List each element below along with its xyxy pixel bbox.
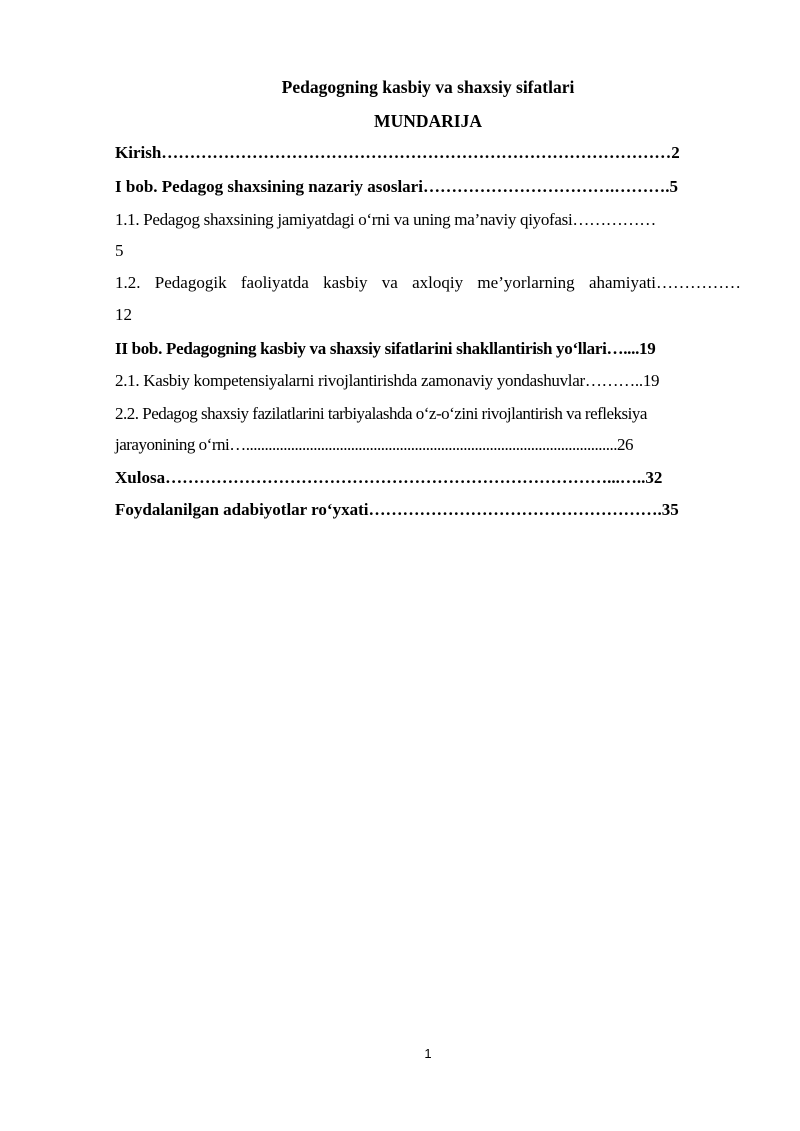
toc-entry-1-1-page: 5: [115, 241, 124, 260]
toc-entry-1-1: 1.1. Pedagog shaxsining jamiyatdagi o‘rni va uning ma’naviy qiyofasi……………: [115, 210, 656, 229]
toc-entry-bibliography: Foydalanilgan adabiyotlar ro‘yxati…………………………………………….35: [115, 500, 679, 519]
toc-entry-1-2: 1.2. Pedagogik faoliyatda kasbiy va axloqiy me’yorlarning ahamiyati……………: [115, 273, 741, 292]
toc-entry-chapter-2: II bob. Pedagogning kasbiy va shaxsiy sifatlarini shakllantirish yo‘llari…....19: [115, 339, 656, 358]
toc-entry-2-1: 2.1. Kasbiy kompetensiyalarni rivojlantirishda zamonaviy yondashuvlar………..19: [115, 371, 660, 390]
toc-entry-kirish: Kirish………………………………………………………………………………2: [115, 143, 680, 162]
toc-entry-2-2-continuation: jarayonining o‘rni…...................................................................................................26: [115, 435, 633, 454]
toc-entry-chapter-1: I bob. Pedagog shaxsining nazariy asoslari…………………………….……….5: [115, 177, 678, 196]
toc-entry-1-2-page: 12: [115, 305, 132, 324]
document-title: Pedagogning kasbiy va shaxsiy sifatlari: [281, 77, 575, 97]
toc-entry-2-2: 2.2. Pedagog shaxsiy fazilatlarini tarbiyalashda o‘z-o‘zini rivojlantirish va refleksiya: [115, 404, 647, 423]
toc-heading: MUNDARIJA: [374, 111, 482, 131]
page-number: 1: [424, 1046, 432, 1061]
toc-entry-xulosa: Xulosa……………………………………………………………………...…..32: [115, 468, 663, 487]
